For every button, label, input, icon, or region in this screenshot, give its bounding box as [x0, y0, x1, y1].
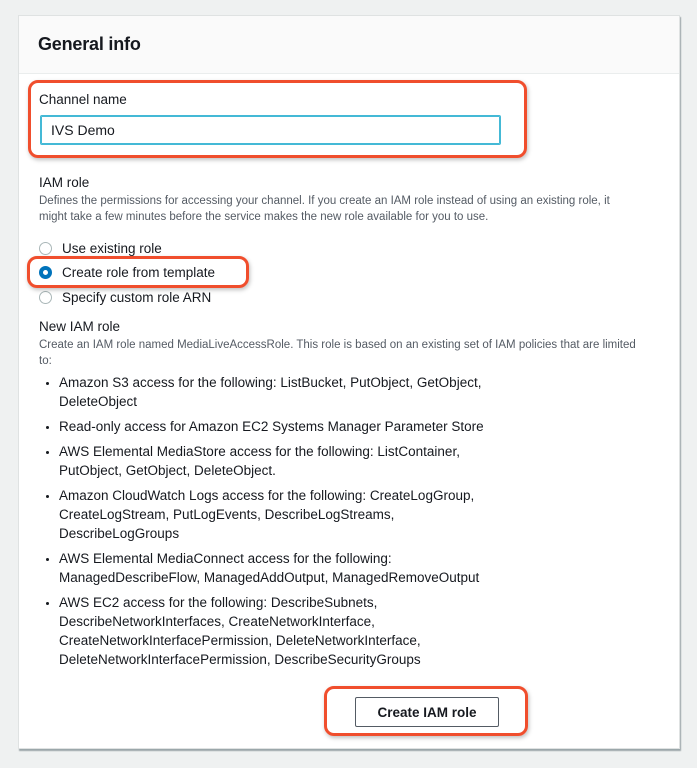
permission-line: ManagedDescribeFlow, ManagedAddOutput, ManagedRemoveOutput — [59, 570, 480, 585]
radio-specify-custom-role-arn[interactable] — [39, 287, 211, 307]
radio-create-role-from-template[interactable] — [39, 262, 215, 282]
permission-item — [59, 373, 659, 411]
permission-line: • AWS EC2 access for the following: DescribeSubnets, — [59, 595, 378, 610]
channel-name-label: Channel name — [39, 92, 127, 107]
permission-line: DescribeNetworkInterfaces, CreateNetworkInterface, — [59, 614, 375, 629]
new-iam-role-label: New IAM role — [39, 319, 121, 334]
permission-line: DescribeLogGroups — [59, 526, 180, 541]
permission-line: • AWS Elemental MediaConnect access for the following: — [59, 551, 392, 566]
radio-unchecked-icon[interactable] — [39, 242, 52, 255]
permission-item — [59, 549, 659, 587]
new-iam-role-description-line: Create an IAM role named MediaLiveAccessRole. This role is based on an existing set of IAM policies that are limited — [39, 339, 636, 351]
iam-role-description-line: might take a few minutes before the service makes the new role available for you to use. — [39, 211, 489, 223]
iam-role-description-line: Defines the permissions for accessing your channel. If you create an IAM role instead of using an existing role, it — [39, 195, 610, 207]
permission-line: CreateNetworkInterfacePermission, DeleteNetworkInterface, — [59, 633, 421, 648]
channel-name-input[interactable] — [40, 115, 501, 145]
iam-role-description — [39, 193, 669, 225]
permission-item — [59, 486, 659, 543]
general-info-panel — [18, 15, 680, 749]
permission-line: • AWS Elemental MediaStore access for the following: ListContainer, — [59, 444, 460, 459]
iam-role-label: IAM role — [39, 175, 90, 190]
radio-label: Create role from template — [62, 264, 216, 280]
permission-line: • Amazon S3 access for the following: ListBucket, PutObject, GetObject, — [59, 375, 482, 390]
permission-line: DeleteObject — [59, 394, 138, 409]
permission-line: CreateLogStream, PutLogEvents, DescribeLogStreams, — [59, 507, 395, 522]
permission-item — [59, 593, 659, 669]
new-iam-role-description-line: to: — [39, 355, 52, 367]
new-iam-role-description — [39, 337, 669, 369]
radio-unchecked-icon[interactable] — [39, 291, 52, 304]
permission-line: DeleteNetworkInterfacePermission, DescribeSecurityGroups — [59, 652, 421, 667]
radio-label: Use existing role — [62, 240, 162, 256]
permission-item — [59, 417, 659, 436]
permission-line: • Amazon CloudWatch Logs access for the following: CreateLogGroup, — [59, 488, 475, 503]
permission-line: PutObject, GetObject, DeleteObject. — [59, 463, 276, 478]
radio-label: Specify custom role ARN — [62, 289, 212, 305]
panel-title: General info — [38, 34, 141, 54]
radio-checked-icon[interactable] — [39, 266, 52, 279]
radio-use-existing-role[interactable] — [39, 238, 162, 258]
permissions-list — [39, 373, 659, 675]
permission-item — [59, 442, 659, 480]
create-iam-role-button[interactable]: Create IAM role — [355, 697, 499, 727]
permission-line: • Read-only access for Amazon EC2 Systems Manager Parameter Store — [59, 419, 484, 434]
panel-header — [19, 16, 679, 74]
